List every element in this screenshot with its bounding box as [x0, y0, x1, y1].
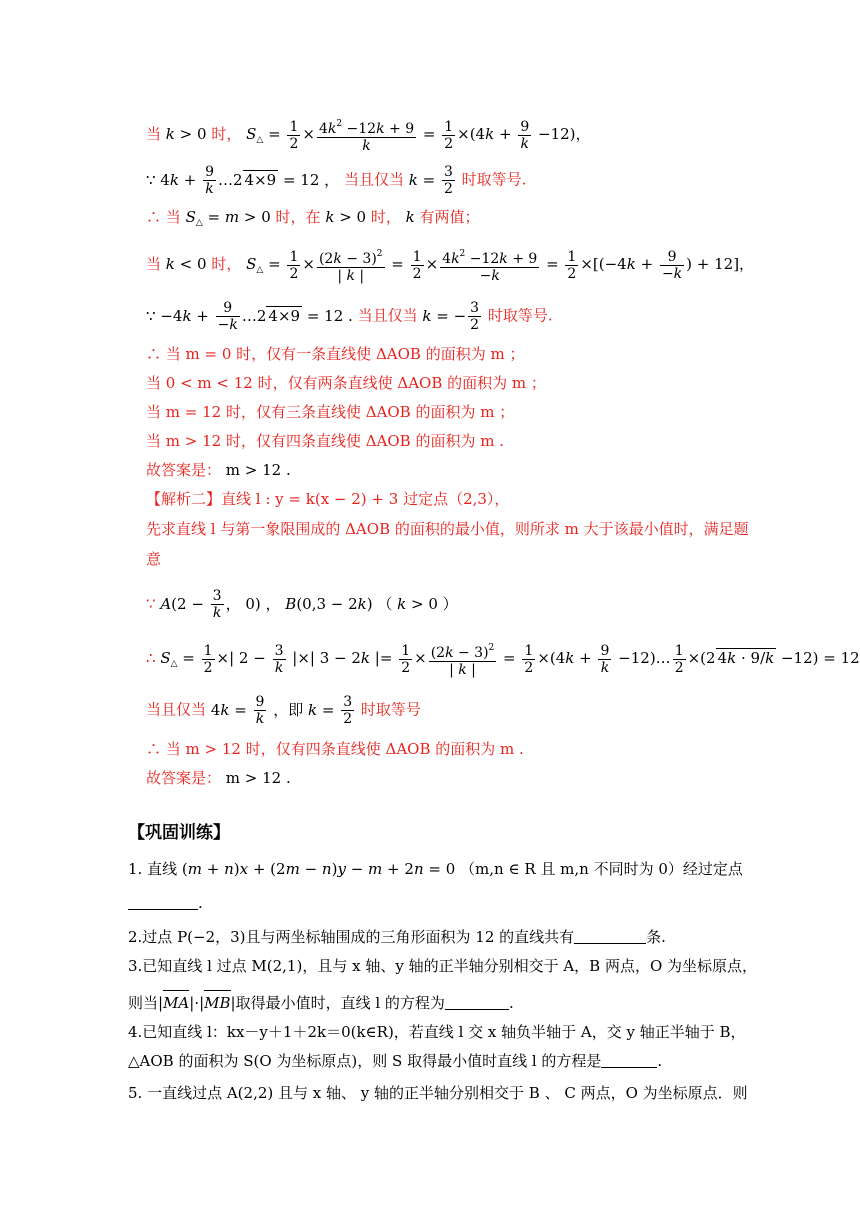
solution-line-3: ∴ 当 $S_\triangle = m > 0$ 时，在 k > 0 时， k 有两值；	[146, 208, 480, 228]
answer-line-2: 故答案是： m > 12 .	[146, 769, 291, 787]
points-line: ∵ A(2 − $\frac{3}{k}$ ， 0) ， B(0,3 − 2k) （ k > 0 ）	[146, 588, 458, 621]
section-heading: 【巩固训练】	[128, 823, 230, 843]
solution-line-2: ∵ 4k + $\frac{9}{k}$ …2 4×9 = 12 ， 当且仅当 k = $\frac{3}{2}$ 时取等号.	[146, 164, 527, 197]
exercise-5: 5. 一直线过点 A(2,2) 且与 x 轴、 y 轴的正半轴分别相交于 B 、 C 两点，O 为坐标原点．则	[128, 1084, 748, 1102]
area-inequality: ∴ $S_\triangle$ = $\frac{1}{2}$ ×| 2 − $\frac{3}{k}$ |×| 3 − 2k |= $\frac{1}{2}$ × $\frac{(2k - 3)^2}{| k |}$ = $\frac{1}{2}$ ×(4k + $\frac{9}{k}$ −12)… $\frac{1}{2}$ ×(2 4k · 9/k −12) = 12	[146, 640, 860, 678]
exercise-3-line-2: 则当|MA|·|MB|取得最小值时，直线 l 的方程为 .	[128, 994, 514, 1012]
exercise-2: 2.过点 P(−2，3)且与两坐标轴围成的三角形面积为 12 的直线共有 条.	[128, 928, 666, 946]
exercise-1-answer-line: .	[128, 892, 203, 914]
exercise-4-line-2: △AOB 的面积为 S(O 为坐标原点)，则 S 取得最小值时直线 l 的方程是 .	[128, 1052, 663, 1070]
answer-line-1: 故答案是： m > 12 .	[146, 461, 291, 479]
solution-line-1: 当 k > 0 时， $S_\triangle$ = $\frac{1}{2}$ × $\frac{4k^2 -12k + 9}{k}$ = $\frac{1}{2}$ ×(4k + $\frac{9}{k}$ −12)，	[146, 116, 591, 154]
equality-condition: 当且仅当 4k = $\frac{9}{k}$ ，即 k = $\frac{3}{2}$ 时取等号	[146, 694, 421, 727]
case-m-twelve: 当 m = 12 时，仅有三条直线使 ΔAOB 的面积为 m ；	[146, 403, 515, 421]
exercise-4-line-1: 4.已知直线 l：kx－y＋1＋2k＝0(k∈R)，若直线 l 交 x 轴负半轴于 A，交 y 轴正半轴于 B，	[128, 1023, 746, 1041]
vector-mb: MB	[204, 994, 231, 1012]
method-two-conclusion: ∴ 当 m > 12 时，仅有四条直线使 ΔAOB 的面积为 m .	[146, 740, 524, 758]
exercise-3-blank[interactable]	[445, 995, 509, 1010]
vector-ma: MA	[163, 994, 190, 1012]
exercise-4-blank[interactable]	[601, 1053, 657, 1068]
solution-line-5: ∵ −4k + $\frac{9}{-k}$ …2 4×9 = 12 . 当且仅当 k = − $\frac{3}{2}$ 时取等号.	[146, 300, 553, 333]
exercise-3-line-1: 3.已知直线 l 过点 M(2,1)，且与 x 轴、y 轴的正半轴分别相交于 A，B 两点，O 为坐标原点，	[128, 957, 758, 975]
exercise-1: 1. 直线 (m + n)x + (2m − n)y − m + 2n = 0 （m,n ∈ R 且 m,n 不同时为 0）经过定点	[128, 860, 743, 878]
solution-line-4: 当 k < 0 时， $S_\triangle$ = $\frac{1}{2}$ × $\frac{(2k - 3)^2}{| k |}$ = $\frac{1}{2}$ × $\frac{4k^2 -12k + 9}{-k}$ = $\frac{1}{2}$ ×[(−4k + $\frac{9}{-k}$ ) + 12]，	[146, 246, 754, 284]
case-m-greater: 当 m > 12 时，仅有四条直线使 ΔAOB 的面积为 m .	[146, 432, 505, 450]
exercise-2-blank[interactable]	[574, 929, 646, 944]
case-m-zero: ∴ 当 m = 0 时，仅有一条直线使 ΔAOB 的面积为 m ；	[146, 345, 525, 363]
method-two-line-1: 【解析二】直线 l : y = k(x − 2) + 3 过定点（2,3），	[146, 490, 510, 508]
exercise-1-blank[interactable]	[128, 895, 198, 910]
method-two-line-3: 意	[146, 550, 162, 568]
method-two-line-2: 先求直线 l 与第一象限围成的 ΔAOB 的面积的最小值，则所求 m 大于该最小值时，满足题	[146, 520, 749, 538]
case-m-between: 当 0 < m < 12 时，仅有两条直线使 ΔAOB 的面积为 m ；	[146, 374, 546, 392]
